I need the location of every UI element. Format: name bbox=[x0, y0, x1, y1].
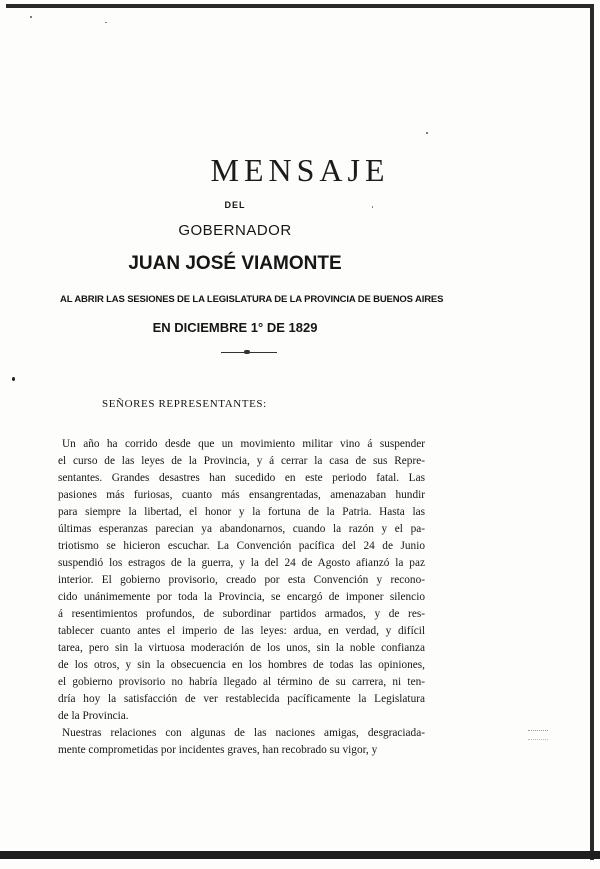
margin-mark bbox=[12, 377, 15, 381]
body-line: dría hoy la satisfacción de ver restablecida pacíficamente la Legislatura bbox=[58, 693, 425, 705]
body-line: triotismo se hicieron escuchar. La Convención pacífica del 24 de Junio bbox=[58, 540, 425, 552]
author-role: GOBERNADOR bbox=[178, 222, 292, 239]
body-line: Un año ha corrido desde que un movimiento militar vino á suspender bbox=[62, 438, 425, 450]
author-name: JUAN JOSÉ VIAMONTE bbox=[128, 253, 342, 274]
body-line: sentantes. Grandes desastres han sucedido en este periodo fatal. Las bbox=[58, 472, 425, 484]
document-title: MENSAJE bbox=[210, 152, 390, 188]
body-line: cido unánimemente por toda la Provincia, se encargó de imponer silencio bbox=[58, 591, 425, 603]
salutation: SEÑORES REPRESENTANTES: bbox=[102, 398, 267, 410]
scan-speck bbox=[105, 22, 107, 23]
body-line: de la Provincia. bbox=[58, 710, 129, 722]
scan-speck bbox=[426, 132, 428, 134]
body-line: de los otros, y sin la obsecuencia en los hombres de todas las opiniones, bbox=[58, 659, 425, 671]
title-connector: DEL bbox=[224, 200, 246, 210]
body-line: pasiones más furiosas, cuanto más ensangrentadas, amenazaban hundir bbox=[58, 489, 425, 501]
body-line: últimas esperanzas parecian ya abandonarnos, cuando la razón y el pa- bbox=[58, 523, 425, 535]
page-smudge bbox=[528, 730, 548, 740]
body-line: á resentimientos profundos, de subordinar partidos armados, y de res- bbox=[58, 608, 425, 620]
body-line: el curso de las leyes de la Provincia, y á cerrar la casa de sus Repre- bbox=[58, 455, 425, 467]
body-line: tablecer cuanto antes el imperio de las leyes: ardua, en verdad, y difícil bbox=[58, 625, 425, 637]
message-body bbox=[58, 436, 425, 759]
occasion-line: AL ABRIR LAS SESIONES DE LA LEGISLATURA DE LA PROVINCIA DE BUENOS AIRES bbox=[60, 294, 444, 305]
body-line: suspendió los estragos de la guerra, y la del 24 de Agosto afianzó la paz bbox=[58, 557, 425, 569]
page-border-bottom bbox=[0, 851, 600, 859]
document-date: EN DICIEMBRE 1° DE 1829 bbox=[152, 320, 318, 335]
page-border-right bbox=[590, 4, 594, 860]
body-line: tarea, pero sin la virtuosa moderación de los unos, sin la noble confianza bbox=[58, 642, 425, 654]
body-line: interior. El gobierno provisorio, creado por esta Convención y recono- bbox=[58, 574, 425, 586]
body-line: Nuestras relaciones con algunas de las naciones amigas, desgraciada- bbox=[62, 727, 425, 739]
body-line: mente comprometidas por incidentes graves, han recobrado su vigor, y bbox=[58, 744, 378, 756]
page-border-top bbox=[6, 4, 594, 8]
body-line: el gobierno provisorio no habría llegado al término de su carrera, ni ten- bbox=[58, 676, 425, 688]
scan-speck bbox=[30, 16, 32, 18]
body-line: para siempre la libertad, el honor y la fortuna de la Patria. Hasta las bbox=[58, 506, 425, 518]
divider-ornament bbox=[244, 350, 250, 354]
